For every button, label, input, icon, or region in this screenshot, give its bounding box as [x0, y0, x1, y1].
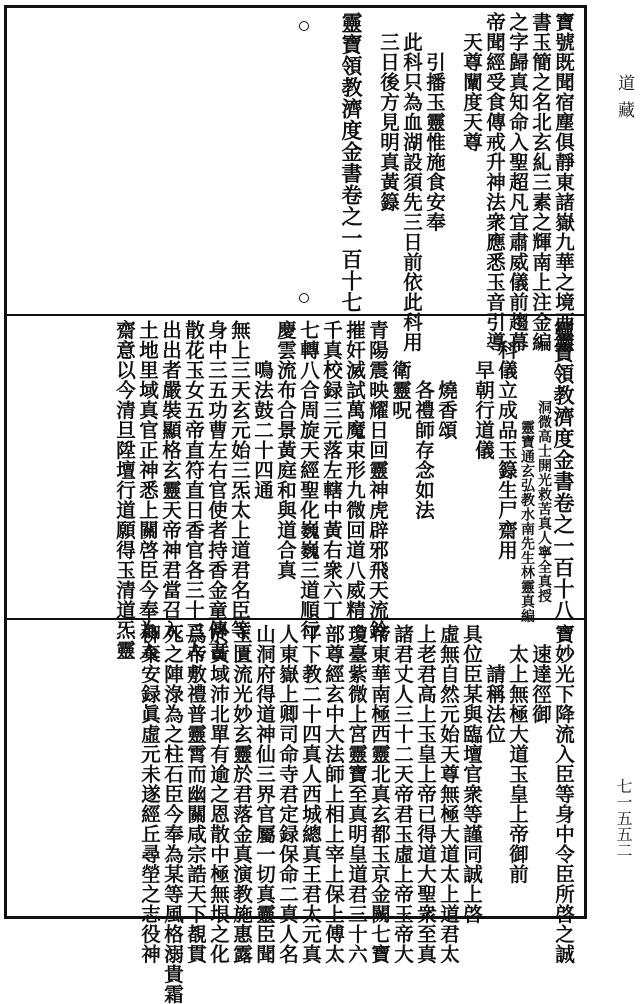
text-column: 帝聞經受食傳戒升神法衆應悉玉音引導	[483, 12, 506, 352]
text-column: 虛無自然元始天尊無極大道太上道君太	[437, 624, 460, 964]
text-column: 齋意以今清旦陞壇行道願得玉清道炁靈	[113, 320, 136, 660]
scroll-title-column: 靈寶領教濟度金書卷之一百十八	[551, 320, 576, 621]
text-column: 燒香頌	[435, 380, 458, 440]
panel-top	[7, 12, 584, 352]
panel-middle	[7, 320, 584, 660]
text-column	[364, 12, 376, 312]
text-column	[447, 12, 459, 312]
text-column: 於黃域沛北單有逾之恩散中極無垠之化	[207, 624, 230, 964]
text-column: 諸君丈人三十二天帝君玉虛上帝玉帝大	[391, 624, 414, 964]
text-column: 天尊闡度天尊	[460, 32, 483, 152]
text-column: 人東嶽上卿司命寺君定録保命二真人名	[276, 624, 299, 964]
text-column: 無上三天玄元始三炁太上道君名臣等	[228, 320, 251, 640]
text-column	[459, 320, 471, 616]
text-column: 寶號既聞宿塵俱靜東諸嶽九華之境西靈	[552, 12, 575, 352]
scroll-title-column: 靈寶領教濟度金書卷之一百十七	[339, 12, 364, 313]
text-column: 摧奸滅試萬魔束形九微回道八威精	[343, 320, 366, 620]
text-column: 青陽震映耀日回靈神虎辟邪飛天流鈴	[366, 320, 389, 640]
page-frame	[4, 5, 587, 1004]
text-column: 書玉簡之名北玄糺三素之輝南上注金編	[529, 12, 552, 352]
text-column: 三日後方見明真黃籙	[377, 32, 400, 212]
text-column: 各禮師存念如法	[412, 380, 435, 520]
text-column: 身中三五功曹左右官使者持香金童傳言	[205, 320, 228, 660]
margin-title: 道藏	[614, 74, 634, 128]
text-column: 太上無極大道玉皇上帝御前	[506, 644, 529, 884]
text-column: 土地里域真官正神悉上關啓臣今奉為入	[136, 320, 159, 660]
text-column: 此科只為血湖設須先三日前依此科用	[400, 32, 423, 352]
text-column: 科儀立成品玉籙生尸齋用	[495, 340, 518, 560]
text-column: 部尊經玄中大法師上相上宰上保上傅太	[322, 624, 345, 964]
text-column: 洞微高士開光救苦真人寧全真授	[536, 400, 552, 603]
text-column: 千真校録三元落左轄中黃右衆六丁	[320, 320, 343, 620]
panel-columns	[17, 320, 576, 660]
text-column: 之字歸真知命入聖超凡宜肅威儀前趨幕	[506, 12, 529, 352]
text-column: 柳棄安録眞虛元未遂經丘尋塋之志役神	[138, 624, 161, 964]
text-column: 引播玉靈惟施食安奉	[423, 52, 446, 232]
text-column: 速達徑御	[529, 644, 552, 724]
text-column: 寶妙光下降流入臣等身中令臣所啓之誠	[552, 624, 575, 964]
text-column: 出出者嚴裝顯格玄靈天帝神君當召入	[159, 320, 182, 640]
circle-mark-icon	[299, 293, 309, 303]
text-column: 鳴法鼓二十四通	[251, 360, 274, 500]
panel-columns	[17, 12, 575, 352]
text-column: 請稱法位	[483, 664, 506, 744]
text-column: 慶雲流布合景黃庭和與道合真	[274, 320, 297, 580]
panel-columns	[17, 624, 575, 1004]
text-column: 平下教二十四真人西城總真王君太元真	[299, 624, 322, 964]
text-column: 山洞府得道神仙三界官屬一切真靈臣聞	[253, 624, 276, 964]
text-column: 靈寶通玄弘教水南先生林靈真編	[519, 420, 535, 623]
margin-page-number: 七一五五二	[614, 778, 633, 858]
text-column: 衛靈呪	[389, 360, 412, 420]
text-column: 散花玉女五帝直符直日香官各三十二人	[182, 320, 205, 660]
text-column: 死之陣淥為之柱石臣今奉為某等風格溺貴霜	[161, 624, 184, 1004]
panel-bottom	[7, 624, 584, 1004]
text-column: 七轉八合周旋天經聖化巍巍三道順行	[297, 320, 320, 640]
text-column: 上老君高上玉皇上帝已得道大聖衆至真	[414, 624, 437, 964]
text-column: 爲帝敷禮普靈霄而幽關咸宗誥天下覩貫	[184, 624, 207, 964]
text-column: 具位臣某與臨壇官衆等謹同誠上啓	[460, 624, 483, 924]
panel-divider-1	[7, 314, 584, 316]
circle-mark-icon	[299, 21, 309, 31]
text-column: 帝東華南極西靈北真玄都玉京金闕七寶	[368, 624, 391, 964]
text-column: 瓊臺紫微上宮靈寶至真明皇道君三十六	[345, 624, 368, 964]
text-column: 玉匱流光妙玄靈於君落金真演教施惠露	[230, 624, 253, 964]
panel-divider-2	[7, 618, 584, 620]
text-column: 早朝行道儀	[472, 360, 495, 460]
